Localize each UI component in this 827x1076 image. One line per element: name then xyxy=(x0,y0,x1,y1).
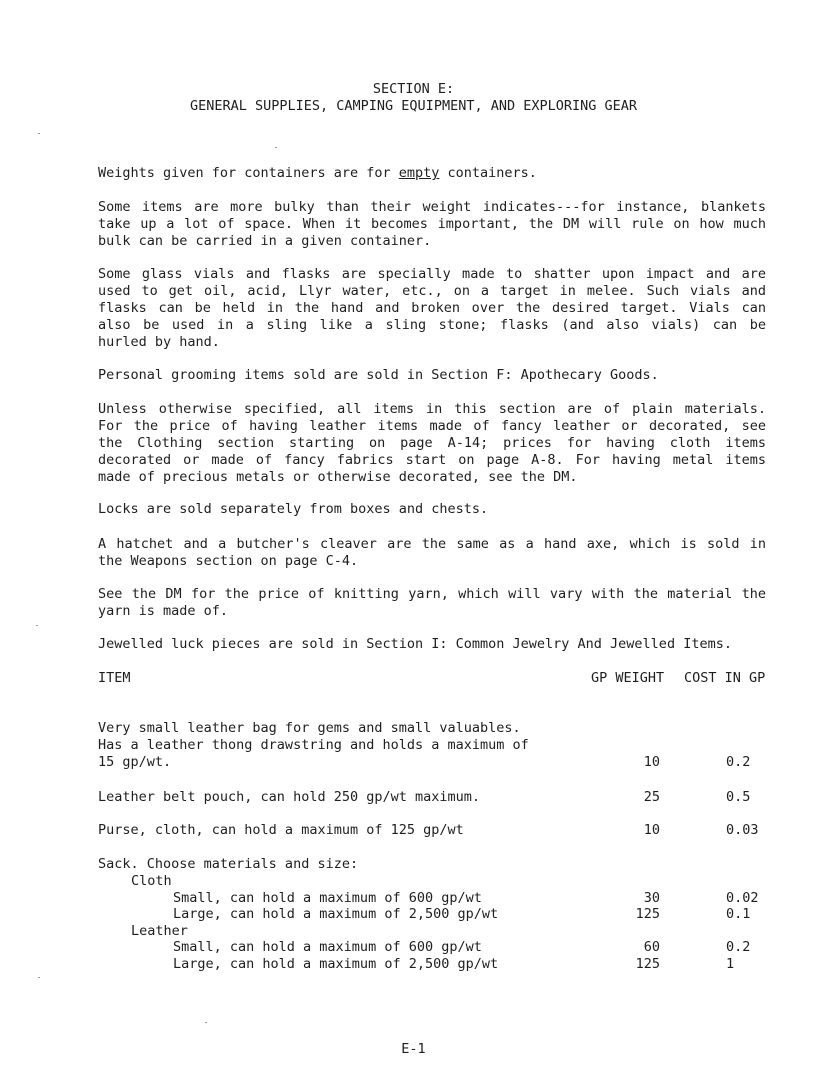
paragraph-line: made of precious metals or otherwise decorated, see the DM. xyxy=(98,469,578,485)
paragraph-line: bulk can be carried in a given container. xyxy=(98,233,432,249)
paragraph-line: take up a lot of space. When it becomes important, the DM will rule on how much xyxy=(98,216,766,232)
paragraph-line: Some glass vials and flasks are specially made to shatter upon impact and are xyxy=(98,266,766,282)
item-cost: 0.02 xyxy=(726,890,759,906)
paragraph-line: A hatchet and a butcher's cleaver are the same as a hand axe, which is sold in xyxy=(98,536,766,552)
item-cost: 0.2 xyxy=(726,939,751,955)
table-row xyxy=(0,720,827,737)
paragraph-line: used to get oil, acid, Llyr water, etc., on a target in melee. Such vials and xyxy=(98,283,766,299)
item-description: Has a leather thong drawstring and holds a maximum of xyxy=(98,737,529,753)
item-description: Large, can hold a maximum of 2,500 gp/wt xyxy=(173,956,499,972)
item-description: Large, can hold a maximum of 2,500 gp/wt xyxy=(173,906,499,922)
scan-speck xyxy=(36,625,38,626)
table-row xyxy=(0,822,827,839)
item-subgroup-label: Cloth xyxy=(131,873,172,889)
item-cost: 0.1 xyxy=(726,906,751,922)
paragraph-line: flasks can be held in the hand and broken over the desired target. Vials can xyxy=(98,300,766,316)
table-row xyxy=(0,789,827,806)
scan-speck xyxy=(38,977,40,978)
paragraph-line: the Weapons section on page C-4. xyxy=(98,553,359,569)
item-weight: 60 xyxy=(643,939,660,955)
paragraph-hatchet xyxy=(98,536,766,570)
paragraph-line: the Clothing section starting on page A-14; prices for having cloth items xyxy=(98,435,766,451)
paragraph-line: yarn is made of. xyxy=(98,603,229,619)
page-number: E-1 xyxy=(401,1041,426,1057)
item-weight: 30 xyxy=(643,890,660,906)
column-header-weight: GP WEIGHT xyxy=(591,670,665,686)
scan-speck xyxy=(38,133,40,134)
scan-speck xyxy=(275,147,277,148)
column-header-cost: COST IN GP xyxy=(684,670,766,686)
paragraph-line: For the price of having leather items made of fancy leather or decorated, see xyxy=(98,418,766,434)
underlined-word-empty: empty xyxy=(398,165,440,181)
item-description: Small, can hold a maximum of 600 gp/wt xyxy=(173,890,482,906)
paragraph-bulky-items xyxy=(98,199,766,250)
item-cost: 0.2 xyxy=(726,754,751,770)
paragraph-locks: Locks are sold separately from boxes and chests. xyxy=(98,501,489,517)
item-weight: 10 xyxy=(643,822,660,838)
paragraph-line: Some items are more bulky than their weight indicates---for instance, blankets xyxy=(98,199,766,215)
scan-speck xyxy=(205,1022,207,1023)
section-label: SECTION E: xyxy=(372,81,455,97)
paragraph-grooming: Personal grooming items sold are sold in Section F: Apothecary Goods. xyxy=(98,367,659,383)
table-row xyxy=(0,737,827,754)
paragraph-weights-text-before: Weights given for containers are for xyxy=(98,165,399,181)
table-row xyxy=(0,856,827,873)
item-subgroup-label: Leather xyxy=(131,923,188,939)
paragraph-line: hurled by hand. xyxy=(98,334,220,350)
paragraph-line: Unless otherwise specified, all items in this section are of plain materials. xyxy=(98,401,766,417)
table-row xyxy=(0,906,827,923)
paragraph-yarn xyxy=(98,586,766,620)
paragraph-luck-pieces: Jewelled luck pieces are sold in Section I: Common Jewelry And Jewelled Items. xyxy=(98,636,732,652)
paragraph-materials xyxy=(98,401,766,486)
item-cost: 0.03 xyxy=(726,822,759,838)
item-weight: 125 xyxy=(635,906,660,922)
paragraph-line: decorated or made of fancy fabrics start on page A-8. For having metal items xyxy=(98,452,766,468)
item-description: Leather belt pouch, can hold 250 gp/wt maximum. xyxy=(98,789,481,805)
table-row xyxy=(0,890,827,907)
table-row xyxy=(0,873,827,890)
section-title: GENERAL SUPPLIES, CAMPING EQUIPMENT, AND EXPLORING GEAR xyxy=(189,98,638,114)
item-description: Small, can hold a maximum of 600 gp/wt xyxy=(173,939,482,955)
item-group-heading: Sack. Choose materials and size: xyxy=(98,856,359,872)
item-cost: 0.5 xyxy=(726,789,751,805)
table-row xyxy=(0,754,827,771)
table-row xyxy=(0,923,827,940)
paragraph-glass-vials xyxy=(98,266,766,351)
paragraph-line: also be used in a sling like a sling stone; flasks (and also vials) can be xyxy=(98,317,766,333)
item-description: 15 gp/wt. xyxy=(98,754,172,770)
paragraph-weights-text-after: containers. xyxy=(439,165,537,181)
table-row xyxy=(0,956,827,973)
paragraph-weights xyxy=(98,165,766,182)
item-description: Very small leather bag for gems and small valuables. xyxy=(98,720,521,736)
item-cost: 1 xyxy=(726,956,735,972)
item-weight: 10 xyxy=(643,754,660,770)
item-weight: 125 xyxy=(635,956,660,972)
table-row xyxy=(0,939,827,956)
item-description: Purse, cloth, can hold a maximum of 125 gp/wt xyxy=(98,822,464,838)
item-weight: 25 xyxy=(643,789,660,805)
column-header-item: ITEM xyxy=(98,670,131,686)
paragraph-line: See the DM for the price of knitting yarn, which will vary with the material the xyxy=(98,586,766,602)
